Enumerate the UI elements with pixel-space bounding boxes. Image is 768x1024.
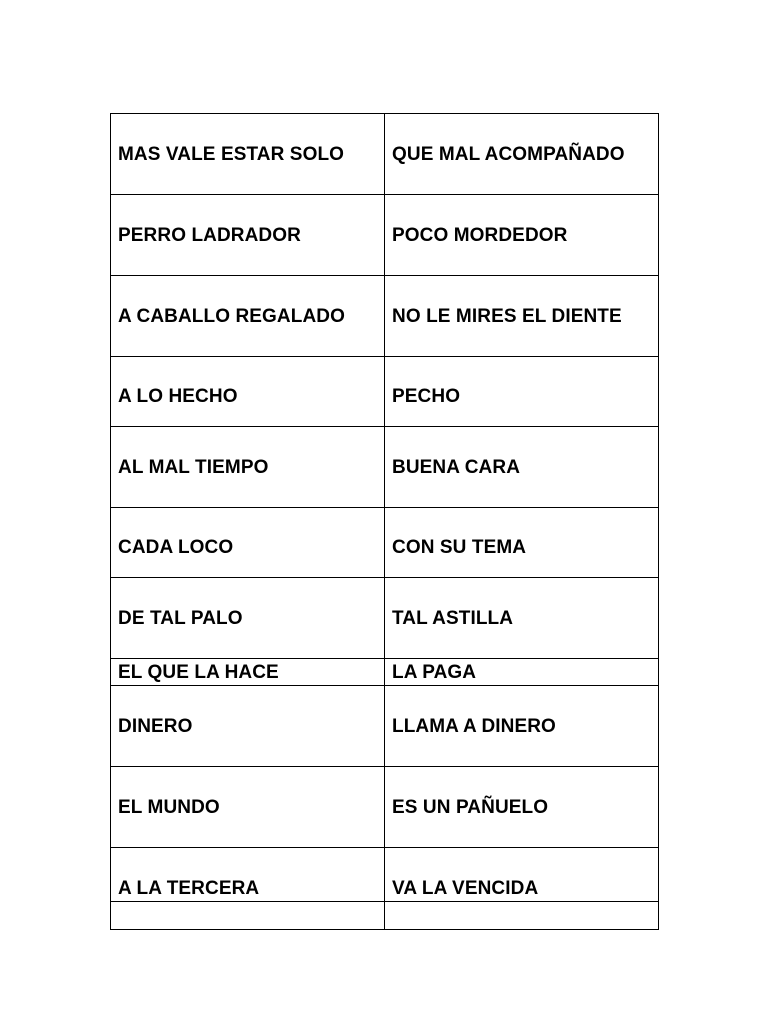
- proverb-start-cell: [111, 357, 385, 427]
- proverb-start-text: EL MUNDO: [118, 797, 220, 818]
- proverb-end-cell: [385, 508, 659, 578]
- proverb-end-cell: [385, 276, 659, 357]
- proverb-end-cell: [385, 427, 659, 508]
- table-row: [111, 686, 659, 767]
- proverb-end-cell: [385, 659, 659, 686]
- proverb-start-cell: [111, 659, 385, 686]
- table-row: [111, 659, 659, 686]
- table-row: [111, 578, 659, 659]
- proverb-start-cell: [111, 848, 385, 902]
- proverb-start-text: A LA TERCERA: [118, 878, 260, 899]
- table-row: [111, 427, 659, 508]
- proverb-start-text: A LO HECHO: [118, 386, 238, 407]
- proverb-end-cell: [385, 686, 659, 767]
- table-row: [111, 848, 659, 902]
- proverb-start-cell: [111, 276, 385, 357]
- proverb-start-text: A CABALLO REGALADO: [118, 306, 345, 327]
- proverb-start-cell: [111, 578, 385, 659]
- table-row: [111, 357, 659, 427]
- proverb-start-cell: [111, 902, 385, 930]
- table-row: [111, 195, 659, 276]
- proverb-start-text: MAS VALE ESTAR SOLO: [118, 144, 345, 165]
- proverb-start-text: AL MAL TIEMPO: [118, 457, 269, 478]
- table-row: [111, 902, 659, 930]
- proverb-start-text: CADA LOCO: [118, 537, 234, 558]
- proverb-start-text: PERRO LADRADOR: [118, 225, 301, 246]
- table-row: [111, 276, 659, 357]
- proverb-start-cell: [111, 195, 385, 276]
- proverb-end-text: PECHO: [392, 386, 461, 407]
- proverb-start-cell: [111, 767, 385, 848]
- proverb-start-cell: [111, 114, 385, 195]
- proverb-end-text: ES UN PAÑUELO: [392, 797, 549, 818]
- table-row: [111, 508, 659, 578]
- proverb-end-text: LLAMA A DINERO: [392, 716, 556, 737]
- proverb-end-text: BUENA CARA: [392, 457, 521, 478]
- proverb-start-text: DE TAL PALO: [118, 608, 243, 629]
- proverb-end-cell: [385, 848, 659, 902]
- proverb-start-cell: [111, 427, 385, 508]
- table-row: [111, 114, 659, 195]
- proverb-end-cell: [385, 578, 659, 659]
- proverb-end-text: TAL ASTILLA: [392, 608, 514, 629]
- proverb-end-text: VA LA VENCIDA: [392, 878, 539, 899]
- proverbs-table: [110, 113, 659, 930]
- proverb-end-cell: [385, 357, 659, 427]
- proverb-end-cell: [385, 114, 659, 195]
- proverb-end-text: LA PAGA: [392, 662, 477, 683]
- proverb-end-cell: [385, 902, 659, 930]
- proverb-end-text: NO LE MIRES EL DIENTE: [392, 306, 622, 327]
- proverb-end-cell: [385, 767, 659, 848]
- proverb-end-text: CON SU TEMA: [392, 537, 527, 558]
- proverb-start-cell: [111, 508, 385, 578]
- document-page: [110, 113, 658, 930]
- proverb-start-cell: [111, 686, 385, 767]
- proverb-end-text: QUE MAL ACOMPAÑADO: [392, 144, 625, 165]
- proverb-start-text: DINERO: [118, 716, 193, 737]
- proverb-end-cell: [385, 195, 659, 276]
- table-row: [111, 767, 659, 848]
- proverb-end-text: POCO MORDEDOR: [392, 225, 568, 246]
- proverb-start-text: EL QUE LA HACE: [118, 662, 279, 683]
